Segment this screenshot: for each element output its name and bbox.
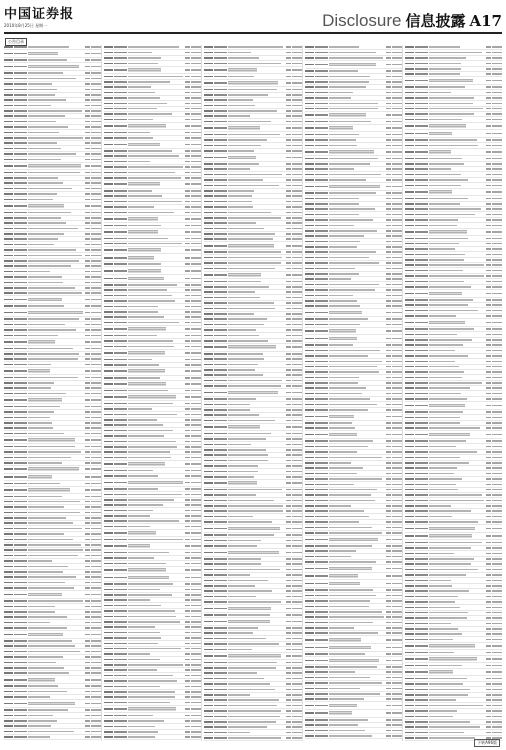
listing-row: [405, 290, 502, 298]
listing-row: [305, 112, 402, 120]
listing-column: [305, 45, 403, 741]
listing-row: [104, 141, 201, 149]
listing-row: [104, 381, 201, 389]
listing-row: [305, 61, 402, 69]
listing-row: [204, 424, 301, 432]
listing-column: [204, 45, 302, 741]
listing-row: [104, 530, 201, 538]
listing-row: [305, 335, 402, 343]
listing-row: [204, 154, 301, 162]
continuation-note: 下转A96版: [474, 739, 500, 747]
listing-row: [4, 591, 101, 599]
listing-row: [204, 80, 301, 88]
listing-row: [305, 565, 402, 573]
listing-row: [405, 669, 502, 677]
listing-row: [4, 437, 101, 445]
listing-row: [104, 275, 201, 283]
listing-row: [4, 700, 101, 708]
listing-row: [204, 525, 301, 533]
listing-row: [405, 431, 502, 439]
listing-row: [204, 242, 301, 250]
header-rule: [4, 32, 502, 34]
section-tag: 公告目录: [5, 38, 27, 46]
listing-row: [204, 618, 301, 626]
listing-row: [204, 480, 301, 488]
listing-row: [305, 536, 402, 544]
listing-row: [204, 67, 301, 75]
listing-row: [104, 394, 201, 402]
listing-row: [104, 706, 201, 714]
page-number: A17: [469, 12, 502, 30]
listing-row: [305, 580, 402, 588]
listing-row: [305, 702, 402, 710]
listing-row: [305, 710, 402, 718]
listing-row: [405, 533, 502, 541]
listing-row: [405, 229, 502, 237]
listing-row: [4, 487, 101, 495]
listing-row: [104, 368, 201, 376]
listing-row: [104, 247, 201, 255]
listing-row: [405, 77, 502, 85]
listing-row: [4, 163, 101, 171]
listing-row: [104, 567, 201, 575]
listing-row: [405, 123, 502, 131]
listing-column: [405, 45, 502, 741]
listing-row: [4, 474, 101, 482]
listing-row: [104, 461, 201, 469]
listing-row: [4, 368, 101, 376]
listing-row: [4, 203, 101, 211]
listing-row: [305, 309, 402, 317]
listing-row: [104, 216, 201, 224]
listing-row: [305, 413, 402, 421]
listing-row: [405, 130, 502, 138]
listing-row: [104, 350, 201, 358]
listing-row: [104, 479, 201, 487]
listing-row: [204, 344, 301, 352]
issue-date: 2010年8月25日 星期一: [4, 23, 48, 28]
listing-row: [204, 605, 301, 613]
listing-row: [104, 67, 201, 75]
disclosure-label: Disclosure: [322, 11, 402, 30]
listing-row: [4, 397, 101, 405]
listing-row: [4, 309, 101, 317]
listing-row: [405, 643, 502, 651]
listing-column: [4, 45, 102, 741]
listing-row: [204, 272, 301, 280]
listing-row: [4, 631, 101, 639]
listing-row: [104, 123, 201, 131]
listing-row: [4, 339, 101, 347]
section-header: [322, 10, 502, 31]
listing-row: [405, 319, 502, 327]
listing-row: [305, 125, 402, 133]
listing-row: [405, 402, 502, 410]
listing-row: [4, 296, 101, 304]
listing-row: [4, 676, 101, 684]
listing-row: [305, 328, 402, 336]
listing-row: [305, 644, 402, 652]
listing-row: [305, 636, 402, 644]
listing-row: [305, 657, 402, 665]
listing-row: [204, 389, 301, 397]
listing-row: [104, 181, 201, 189]
listing-column: [104, 45, 202, 741]
listing-row: [104, 229, 201, 237]
listing-row: [204, 653, 301, 661]
listing-row: [4, 63, 101, 71]
listing-row: [104, 543, 201, 551]
listing-row: [104, 267, 201, 275]
listing-row: [104, 326, 201, 334]
listing-row: [104, 574, 201, 582]
listing-row: [104, 254, 201, 262]
listing-row: [305, 183, 402, 191]
newspaper-logo: 中国证券报: [4, 7, 75, 22]
listing-row: [4, 50, 101, 58]
announcement-columns: [4, 45, 502, 741]
listing-row: [305, 739, 402, 741]
listing-row: [405, 525, 502, 533]
listing-row: [305, 431, 402, 439]
listing-row: [305, 573, 402, 581]
listing-row: [405, 656, 502, 664]
listing-row: [405, 189, 502, 197]
listing-row: [204, 125, 301, 133]
listing-row: [4, 466, 101, 474]
listing-row: [405, 149, 502, 157]
listing-row: [104, 740, 201, 741]
listing-row: [204, 549, 301, 557]
section-title: 信息披露: [405, 12, 466, 30]
listing-row: [305, 149, 402, 157]
listing-row: [4, 740, 101, 741]
